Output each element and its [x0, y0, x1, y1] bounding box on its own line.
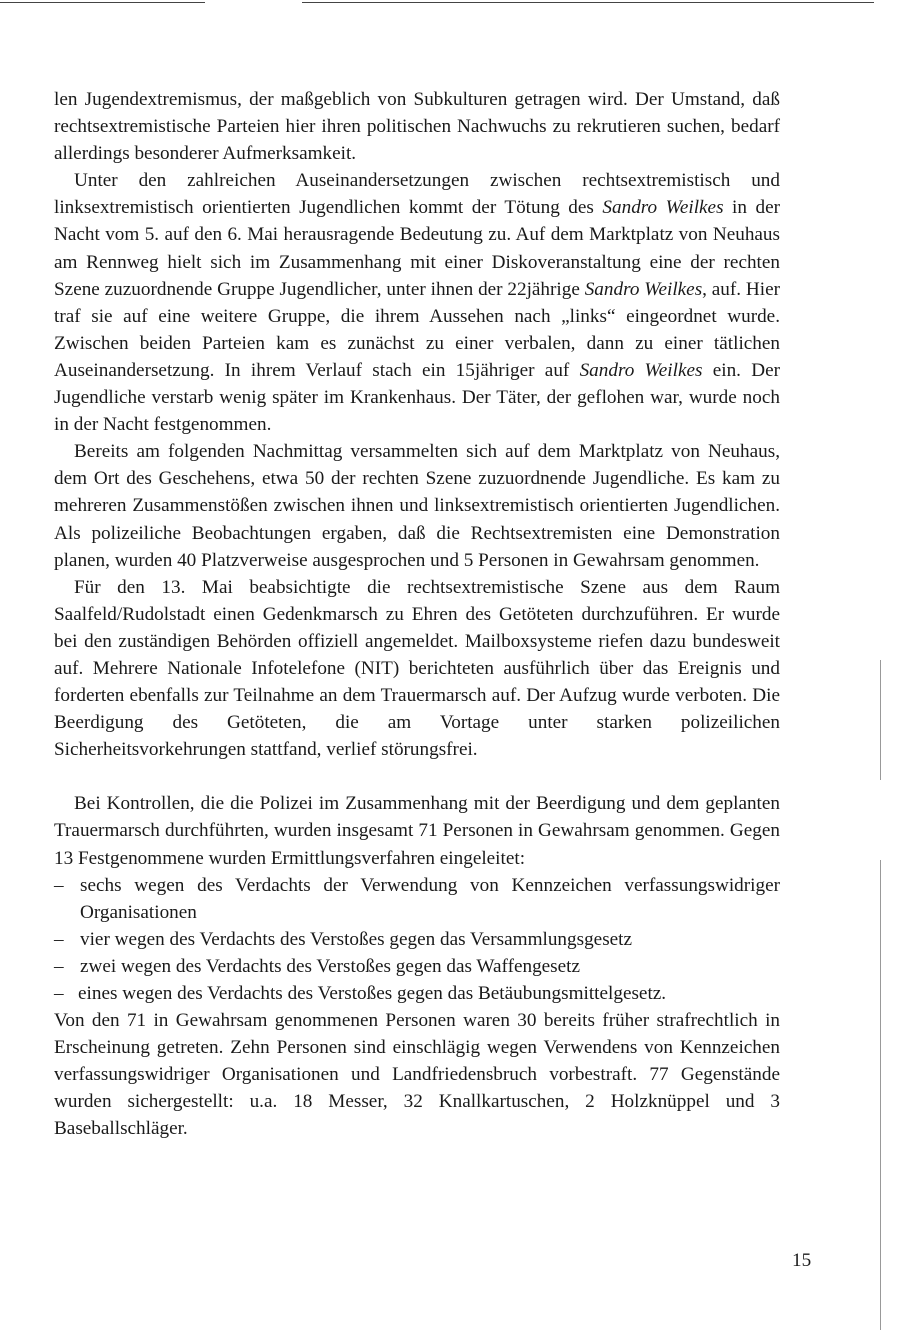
person-name: Sandro Weilkes	[584, 278, 703, 300]
list-item: – zwei wegen des Verdachts des Verstoßes gegen das Waffengesetz	[54, 953, 780, 980]
paragraph-2-text-a: Unter den zahlreichen Auseinandersetzungen zwischen rechtsextremistisch und linksextremistisch orientierten Jugendlichen kommt der Tötung des	[54, 170, 780, 219]
person-name: Sandro Weilkes	[602, 197, 724, 219]
list-item: – vier wegen des Verdachts des Verstoßes gegen das Versammlungsgesetz	[54, 926, 780, 953]
paragraph-1: len Jugendextremismus, der maßgeblich von Subkulturen getragen wird. Der Umstand, daß rechtsextremistische Parteien hier ihren politischen Nachwuchs zu rekrutieren suchen, bedarf allerdings besonderer Aufmerksamkeit.	[54, 89, 780, 165]
paragraph-2-text-b: in der Nacht vom 5. auf den 6. Mai herausragende Bedeutung zu. Auf dem Marktplatz von Neuhaus am Rennweg hielt sich im Zusammenhang mit einer Diskoveranstaltung eine der rechten Szene zuzuordnende Gruppe Jugendlicher, unter ihnen der 22jährige	[54, 197, 780, 300]
proceedings-list	[54, 872, 780, 1007]
paragraph-2-text-d: ein. Der Jugendliche verstarb wenig später im Krankenhaus. Der Täter, der geflohen war, wurde noch in der Nacht festgenommen.	[54, 359, 780, 436]
paragraph-2	[54, 167, 780, 438]
header-rule-left	[0, 2, 205, 3]
list-item: – eines wegen des Verdachts des Verstoßes gegen das Betäubungsmittelgesetz.	[54, 980, 780, 1007]
person-name: Sandro Weilkes	[579, 359, 703, 381]
paragraph-2-text-c: , auf. Hier traf sie auf eine weitere Gruppe, die ihrem Aussehen nach „links“ eingeordnet wurde. Zwischen beiden Parteien kam es zunächst zu einer verbalen, dann zu einer tätlichen Auseinandersetzung. In ihrem Verlauf stach ein 15jähriger auf	[54, 278, 781, 381]
paragraph-6: Von den 71 in Gewahrsam genommenen Personen waren 30 bereits früher strafrechtlich in Erscheinung getreten. Zehn Personen sind einschlägig wegen Verwendens von Kennzeichen verfassungswidriger Organisationen und Landfriedensbruch vorbestraft. 77 Gegenstände wurden sichergestellt: u.a. 18 Messer, 32 Knallkartuschen, 2 Holzknüppel und 3 Baseballschläger.	[54, 1010, 780, 1140]
page-number: 15	[792, 1250, 812, 1271]
document-body	[54, 86, 780, 1143]
paragraph-4: Für den 13. Mai beabsichtigte die rechtsextremistische Szene aus dem Raum Saalfeld/Rudolstadt einen Gedenkmarsch zu Ehren des Getöteten durchzuführen. Er wurde bei den zuständigen Behörden offiziell angemeldet. Mailboxsysteme riefen dazu bundesweit auf. Mehrere Nationale Infotelefone (NIT) berichteten ausführlich über das Ereignis und forderten ebenfalls zur Teilnahme an dem Trauermarsch auf. Der Aufzug wurde verboten. Die Beerdigung des Getöteten, die am Vortage unter starken polizeilichen Sicherheitsvorkehrungen stattfand, verlief störungsfrei.	[54, 576, 780, 761]
scan-edge-line-lower	[880, 860, 881, 1330]
header-rule-right	[302, 2, 874, 3]
paragraph-5: Bei Kontrollen, die die Polizei im Zusammenhang mit der Beerdigung und dem geplanten Trauermarsch durchführten, wurden insgesamt 71 Personen in Gewahrsam genommen. Gegen 13 Festgenommene wurden Ermittlungsverfahren eingeleitet:	[54, 793, 780, 869]
paragraph-3: Bereits am folgenden Nachmittag versammelten sich auf dem Marktplatz von Neuhaus, dem Ort des Geschehens, etwa 50 der rechten Szene zuzuordnende Jugendliche. Es kam zu mehreren Zusammenstößen zwischen ihnen und linksextremistisch orientierten Jugendlichen. Als polizeiliche Beobachtungen ergaben, daß die Rechtsextremisten eine Demonstration planen, wurden 40 Platzverweise ausgesprochen und 5 Personen in Gewahrsam genommen.	[54, 441, 780, 571]
scan-edge-line	[880, 660, 881, 780]
list-item: – sechs wegen des Verdachts der Verwendung von Kennzeichen verfassungswidriger Organisationen	[54, 872, 780, 926]
